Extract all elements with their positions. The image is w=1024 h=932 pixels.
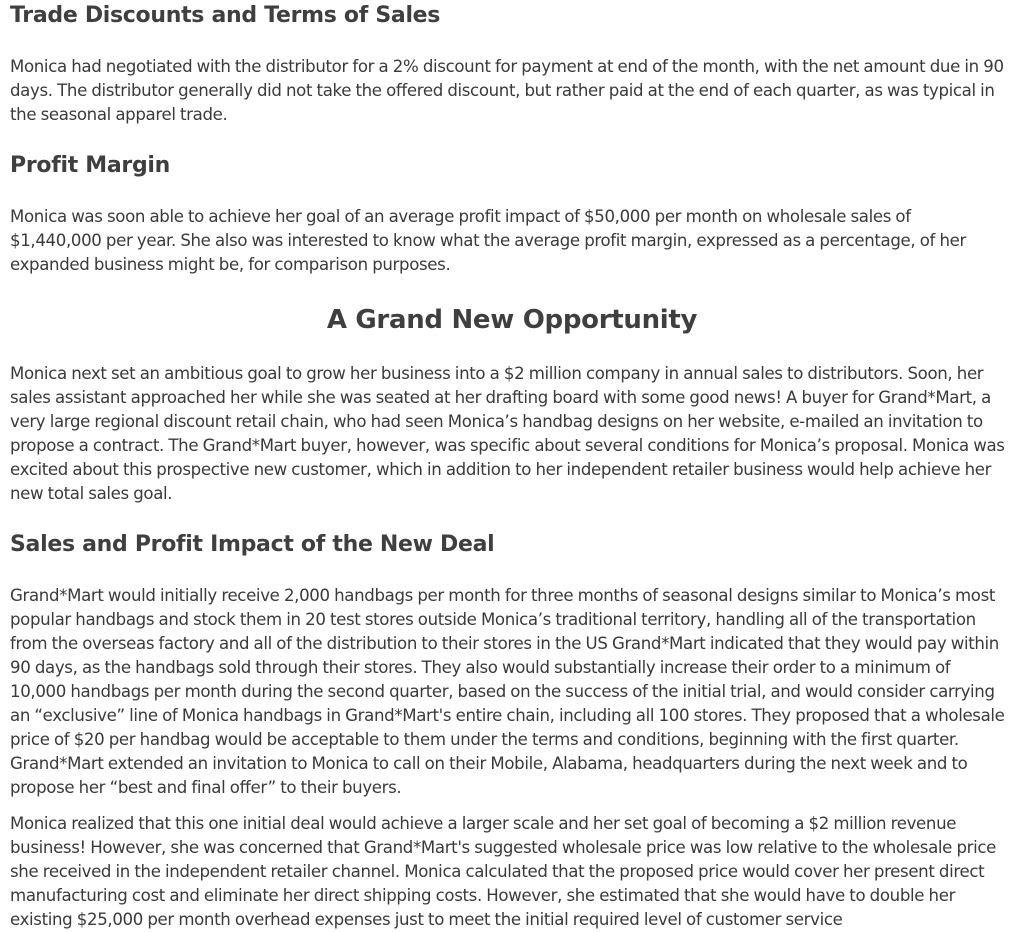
section-heading-profit-margin: Profit Margin [10,153,171,178]
paragraph-new-deal-concerns: Monica realized that this one initial deal would achieve a larger scale and her set goal of becoming a $2 million revenue business! However, she was concerned that Grand*Mart's suggested wholesale price was low relative to the wholesale price she received in the independent retailer channel. Monica calculated that the proposed price would cover her present direct manufacturing cost and eliminate her direct shipping costs. However, she estimated that she would have to double her existing $25,000 per month overhead expenses just to meet the initial required level of customer service [10,814,997,929]
section-heading-sales-profit-impact: Sales and Profit Impact of the New Deal [10,532,495,557]
paragraph-grand-new-opportunity: Monica next set an ambitious goal to grow her business into a $2 million company in annual sales to distributors. Soon, her sales assistant approached her while she was seated at her drafting board with some good news! A buyer for Grand*Mart, a very large regional discount retail chain, who had seen Monica’s handbag designs on her website, e-mailed an invitation to propose a contract. The Grand*Mart buyer, however, was specific about several conditions for Monica’s proposal. Monica was excited about this prospective new customer, which in addition to her independent retailer business would help achieve her new total sales goal. [10,364,1005,503]
paragraph-trade-discounts: Monica had negotiated with the distributor for a 2% discount for payment at end of the month, with the net amount due in 90 days. The distributor generally did not take the offered discount, but rather paid at the end of each quarter, as was typical in the seasonal apparel trade. [10,57,1004,124]
paragraph-new-deal-terms: Grand*Mart would initially receive 2,000 handbags per month for three months of seasonal designs similar to Monica’s most popular handbags and stock them in 20 test stores outside Monica’s traditional territory, handling all of the transportation from the overseas factory and all of the distribution to their stores in the US Grand*Mart indicated that they would pay within 90 days, as the handbags sold through their stores. They also would substantially increase their order to a minimum of 10,000 handbags per month during the second quarter, based on the success of the initial trial, and would consider carrying an “exclusive” line of Monica handbags in Grand*Mart's entire chain, including all 100 stores. They proposed that a wholesale price of $20 per handbag would be acceptable to them under the terms and conditions, beginning with the first quarter. Grand*Mart extended an invitation to Monica to call on their Mobile, Alabama, headquarters during the next week and to propose her “best and final offer” to their buyers. [10,586,1005,797]
chapter-heading-grand-new-opportunity: A Grand New Opportunity [326,305,698,335]
paragraph-profit-margin: Monica was soon able to achieve her goal of an average profit impact of $50,000 per month on wholesale sales of $1,440,000 per year. She also was interested to know what the average profit margin, expressed as a percentage, of her expanded business might be, for comparison purposes. [10,207,966,274]
section-heading-trade-discounts: Trade Discounts and Terms of Sales [10,3,441,28]
